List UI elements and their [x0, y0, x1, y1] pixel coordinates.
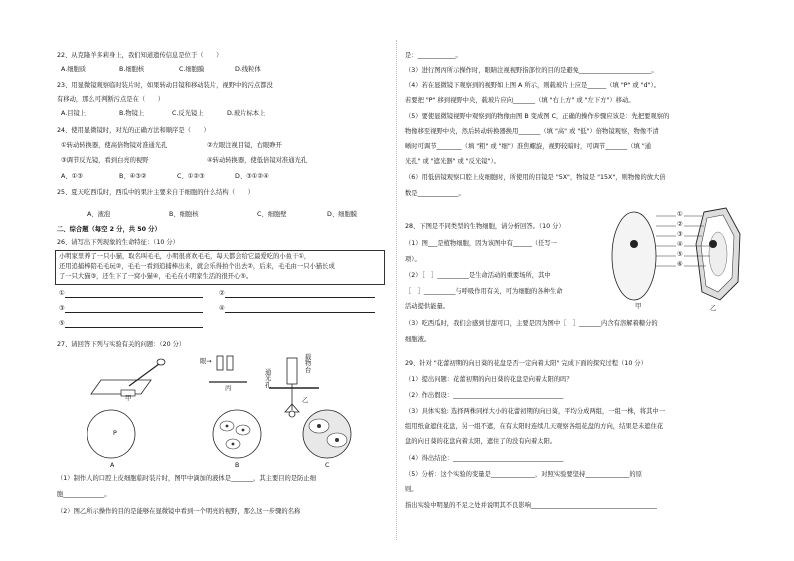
- cell-label-yi: 乙: [710, 305, 717, 312]
- q23-option-c: C.反光镜上: [172, 110, 204, 117]
- cell-yi-plant: [696, 208, 740, 300]
- q24-option-c: C、①②③: [177, 173, 205, 180]
- cell-num-3: ③: [677, 231, 683, 238]
- q22-option-c: C.细胞膜: [179, 66, 205, 73]
- cell-jia-animal: [612, 212, 656, 300]
- q22-option-d: D.线粒体: [235, 66, 261, 73]
- fig-label-b: B: [235, 462, 240, 469]
- fig-label-bing: 丙: [225, 385, 232, 392]
- q27-part2-line1: （2）图乙所示操作的目的是能够在显微镜中看到一个明亮的视野，那么这一步骤的名称: [57, 508, 301, 515]
- figure-bing-lens: [209, 356, 247, 382]
- q24-option-a: A、①③: [61, 173, 83, 180]
- q29-part4: （4）得出结论：___________________________________: [405, 455, 564, 462]
- cell-label-jia: 甲: [635, 303, 642, 310]
- q24-step4: ④转动转换器，使低倍镜对准通光孔: [207, 157, 308, 164]
- q23-option-d: D.玻片标本上: [227, 110, 266, 117]
- cell-num-4: ④: [677, 241, 683, 248]
- q25-text: 25、夏天吃西瓜时，西瓜中的果汁主要来自于细胞的什么结构（ ）: [57, 189, 254, 196]
- cell-num-5: ⑤: [677, 251, 683, 258]
- figure-jia-dropper: [91, 359, 165, 396]
- q27-part3: （3）进行图丙所示操作时，眼睛注视视野指部位的目的是避免_______________________。: [405, 67, 658, 74]
- q27-part2-answer: 是：____________。: [405, 52, 462, 59]
- q27-part5-line2: 物像移至视野中央，然后转动转换器换用_______（填 "高" 或 "低"）倍物镜观察，物像不清: [405, 128, 659, 135]
- q27-part5-line3: 晰时可调节________（填 "粗" 或 "细"）准焦螺旋，视野较暗时，可调节_______（填 "通: [405, 143, 652, 150]
- q26-answer-1[interactable]: [59, 290, 203, 298]
- q29-part2: （2）作出假设：___________________________________: [405, 392, 564, 399]
- q29-part1: （1）提出问题：花蕾初期的向日葵的花盘是向着太阳的吗？: [405, 376, 573, 383]
- q25-option-a: A、液泡: [87, 211, 111, 218]
- q27-part5-line1: （5）要使显微镜视野中观察到的物像由图 B 变成图 C，正确的操作步骤应该是：先把要观察的: [405, 113, 670, 120]
- q29-part5-line1: （5）分析：这个实验的变量是______________，对照实验要坚持______________的原: [405, 471, 642, 478]
- q25-option-b: B、细胞核: [169, 211, 199, 218]
- q27-part4-line1: （4）若在显微镜下观察到的视野如上图 A 所示，则载玻片上应是______（填 "P" 或 "d"）。: [405, 82, 660, 89]
- q27-part1-line2: 胞_____________。: [57, 491, 111, 498]
- q23-text-line1: 23、用显微镜观察临时装片时，如果转动目镜和移动装片，视野中的污点都没: [57, 82, 273, 89]
- q26-story-line3: 了一只大猫③，还生下了一窝小猫④，毛毛在小明家生活的很开心⑤。: [59, 273, 253, 280]
- fig-label-a: A: [110, 462, 115, 469]
- q28-part1-line1: （1）图___是植物细胞，因为该图中有______（任写一: [405, 240, 557, 247]
- q28-part1-line2: 项）。: [405, 256, 421, 263]
- q22-option-b: B.细胞核: [119, 66, 145, 73]
- q24-text: 24、使用显微镜时，对光的正确方法和顺序是（ ）: [57, 127, 210, 134]
- fig-label-c: C: [325, 462, 330, 469]
- q26-story-line2: 还用追捕棒陪毛毛玩②，毛毛一看到追捕棒出来，就会乐得拍个出去②，后来，毛毛由一只小猫长成: [59, 263, 335, 270]
- q27-part4-line2: 若要把 "P" 移到视野中央，载玻片应向_______（填 "右上方" 或 "左下方"）移动。: [405, 97, 635, 104]
- fig-label-tongguangkong: 通光孔: [265, 369, 272, 389]
- section-2-heading: 二、综合题（每空 2 分，共 50 分）: [57, 226, 161, 233]
- view-circle-a: [87, 410, 135, 458]
- fig-label-zaiwutai: 载物台: [305, 354, 312, 374]
- answer-label-3: ③: [59, 305, 65, 312]
- q26-answer-4[interactable]: [219, 305, 375, 313]
- q24-step3: ③调节反光镜，看到白亮的视野: [61, 157, 149, 164]
- q25-option-d: D、细胞膜: [327, 211, 358, 218]
- q27-figures: [87, 352, 387, 462]
- cell-num-1: ①: [677, 211, 683, 218]
- q28-part2-line1: （2）［ ］__________是生命活动的重要场所，其中: [405, 272, 551, 279]
- q28-part3-line2: 细胞液。: [405, 336, 431, 343]
- q25-option-c: C、细胞壁: [257, 211, 287, 218]
- q29-part5-line2: 则。: [405, 486, 418, 493]
- cell-num-6: ⑥: [677, 261, 683, 268]
- view-circle-b: [213, 410, 261, 458]
- fig-label-yi: 乙: [302, 397, 309, 404]
- q26-answer-2[interactable]: [219, 290, 375, 298]
- q23-option-b: B.物镜上: [119, 110, 145, 117]
- q23-option-a: A.目镜上: [61, 110, 87, 117]
- fig-label-jia: 甲: [125, 395, 132, 402]
- q28-part3-line1: （3）吃西瓜时，我们会感到甘甜可口，主要是因为图中［ ］_______内含有溶解着糖分的: [405, 320, 658, 327]
- q29-part6: 指出实验中明显的不足之处并说明其不良影响________________________________________: [405, 502, 657, 509]
- q27-part5-line4: 光孔" 或 "遮光器" 或 "反光镜"）。: [405, 158, 500, 165]
- q29-text: 29、针对 "花蕾初期的向日葵的花盘是否一定向着太阳" 完成下面的探究过程（10 分）: [405, 360, 647, 367]
- q22-text: 22、从克隆羊多莉身上，我们知道遗传信息是位于（ ）: [57, 52, 223, 59]
- q29-part3-line1: （3）具体实验: 选择两株同样大小的花蕾初期的向日葵，平均分成两组，一组一株，将其中一: [405, 408, 666, 415]
- cell-num-2: ②: [677, 221, 683, 228]
- column-divider: [396, 40, 397, 540]
- fig-label-eye: 眼→: [200, 358, 212, 365]
- q26-answer-3[interactable]: [59, 305, 203, 313]
- q24-option-d: D、③①②④: [235, 173, 269, 180]
- q29-part3-line3: 盘的向日葵的花盘向着太阳，遮住了的没有向着太阳。: [405, 438, 557, 445]
- q26-story-box: [55, 250, 385, 285]
- answer-label-2: ②: [219, 290, 225, 297]
- q29-part3-line2: 组用纸盒遮住花盘，另一组不遮，在有太阳时连续几天观察各组花盘的方向，结果是未遮住花: [405, 423, 664, 430]
- answer-label-5: ⑤: [59, 320, 65, 327]
- q27-text: 27、请回答下列与实验有关的问题：（20 分）: [57, 341, 186, 348]
- q28-part2-line2: ［ ］__________与呼吸作用有关，可为细胞的各种生命: [405, 288, 563, 295]
- q28-text: 28、下图是不同类型的生物细胞，请分析回答。（10 分）: [405, 223, 565, 230]
- answer-label-4: ④: [219, 305, 225, 312]
- q26-story-line1: 小明家里养了一只小猫，取名叫毛毛，小明很喜欢毛毛，每天都会给它最爱吃的小鱼干①，: [59, 253, 311, 260]
- q28-part2-line3: 活动提供能量。: [405, 303, 450, 310]
- view-circle-c: [303, 410, 351, 458]
- q23-text-line2: 有移动，那么可判断污点是在（ ）: [57, 96, 165, 103]
- q26-answer-5[interactable]: [59, 320, 203, 328]
- q27-part6-line2: 数是_____________。: [405, 190, 465, 197]
- fig-label-p: P: [113, 430, 117, 437]
- q26-text: 26、请写出下列现象的生命特征：（10 分）: [57, 239, 179, 246]
- q24-step1: ①转动转换器，使高倍物镜对准通光孔: [61, 142, 168, 149]
- q24-step2: ②左眼注视目镜，右眼睁开: [207, 142, 282, 149]
- q24-option-b: B、④③②: [119, 173, 147, 180]
- answer-label-1: ①: [59, 290, 65, 297]
- q27-part6-line1: （6）用低倍镜观察口腔上皮细胞时，所使用的目镜是 "5X"，物镜是 "15X"，则物像的放大倍: [405, 174, 666, 181]
- q27-part1-line1: （1）制作人的口腔上皮细胞临时装片时，图甲中滴加的液体是_______，其主要目的是防止细: [57, 475, 317, 482]
- q22-option-a: A.细胞质: [61, 66, 87, 73]
